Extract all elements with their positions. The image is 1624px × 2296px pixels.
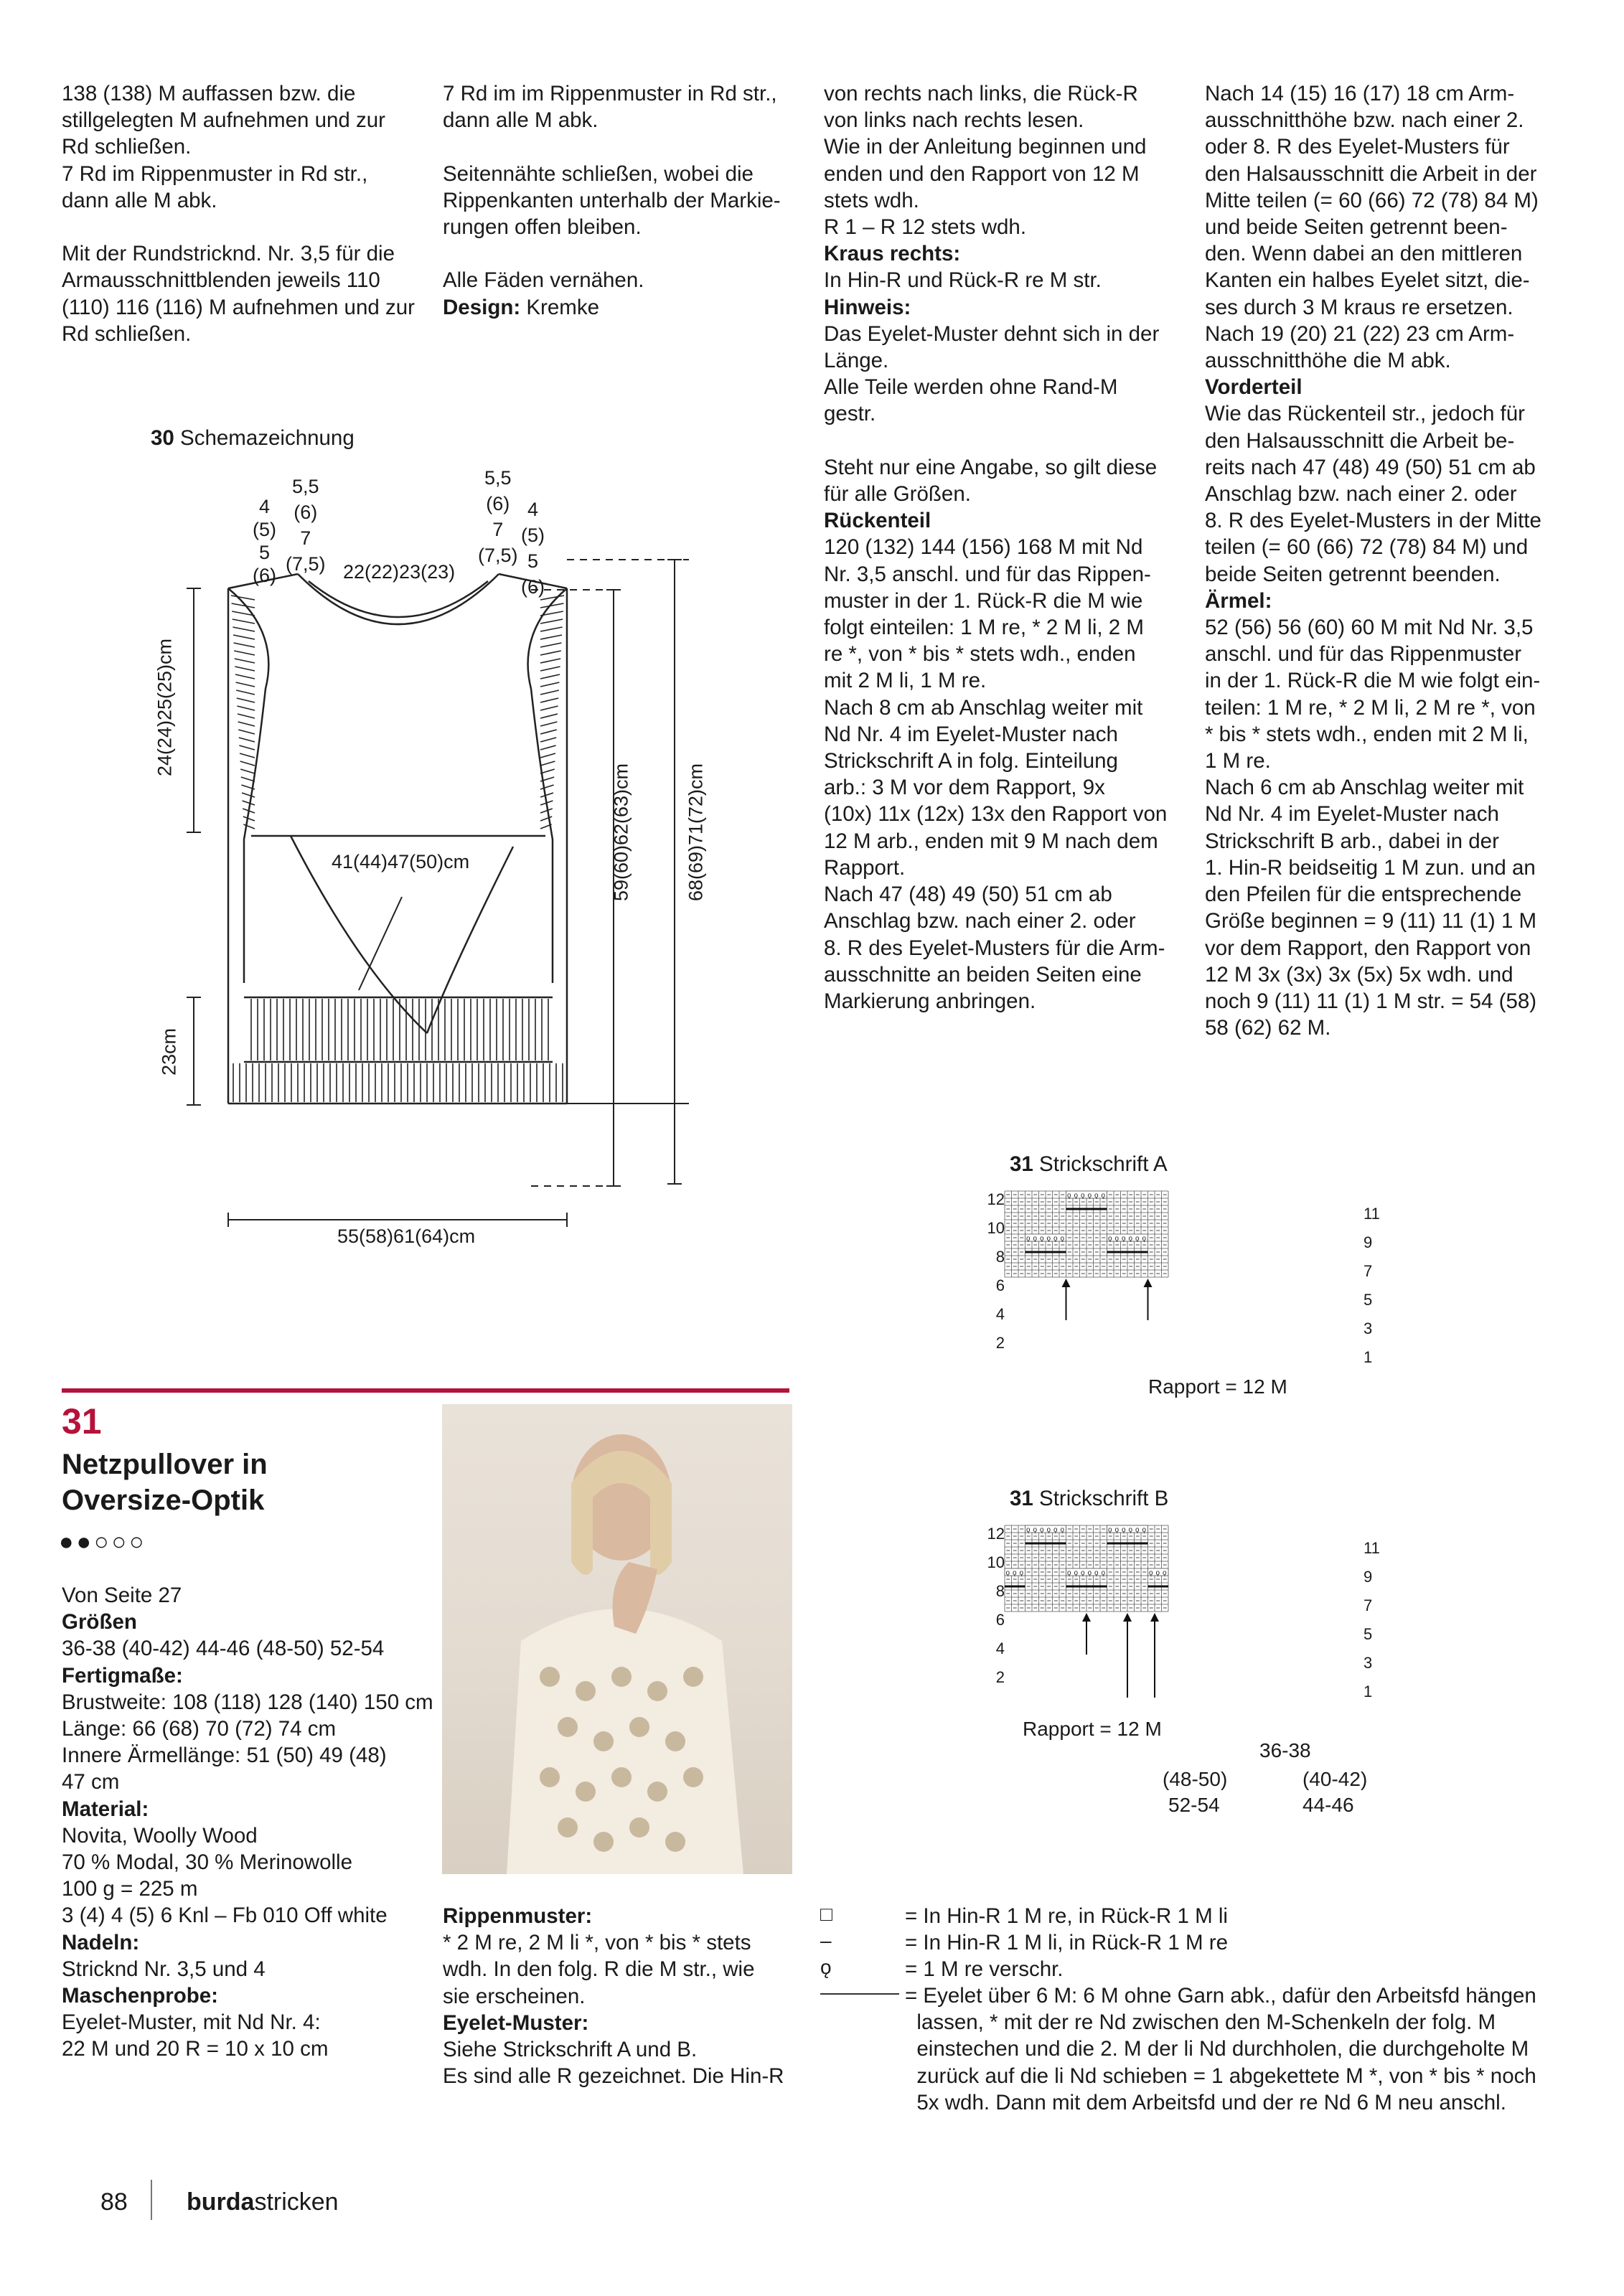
legend-twisted: = 1 M re verschr.	[905, 1957, 1064, 1981]
svg-text:ǫ: ǫ	[1094, 1569, 1099, 1577]
heading-hinweis: Hinweis:	[824, 295, 911, 319]
svg-text:ǫ: ǫ	[1108, 1526, 1112, 1534]
svg-text:ǫ: ǫ	[1033, 1235, 1038, 1243]
svg-text:ǫ: ǫ	[1074, 1192, 1079, 1200]
chart-a-right-rows: 11 9 7 5 3 1	[1363, 1205, 1380, 1366]
rueckenteil-text: 120 (132) 144 (156) 168 M mit Nd Nr. 3,5 anschl. und für das Rippen- muster in der 1. Rück-R die M wie folgt einteilen: 1 M re, * 2 M li, 2 M re *, von * bis * stets wdh., enden mit 2 M li, 1 M re. Nach 8 cm ab Anschlag weiter mit Nd Nr. 4 im Eyelet-Muster nach Strickschrift A in folg. Einteilung arb.: 3 M vor dem Rapport, 9x (10x) 11x (12x) 13x den Rapport von 12 M arb., enden mit 9 M nach dem Rapport. Nach 47 (48) 49 (50) 51 cm ab Anschlag bzw. nach einer 2. oder 8. R des Eyelet-Musters für die Arm- ausschnitte an beiden Seiten eine Markierung anbringen.	[824, 535, 1168, 1013]
heading-material: Material:	[62, 1797, 149, 1821]
svg-text:ǫ: ǫ	[1019, 1569, 1024, 1577]
svg-text:ǫ: ǫ	[1135, 1235, 1140, 1243]
column-3	[824, 80, 1204, 1015]
chart-b-caption: 31 Strickschrift B	[1010, 1487, 1169, 1510]
model-photo	[442, 1404, 792, 1874]
twisted-stitch-icon: ǫ	[820, 1956, 832, 1978]
aermel-text: 52 (56) 56 (60) 60 M mit Nd Nr. 3,5 anschl. und für das Rippenmuster in der 1. Rück-R die M wie folgt ein- teilen: 1 M re, * 2 M li, 2 M re *, von * bis * stets wdh., enden mit 2 M li, 1 M re. Nach 6 cm ab Anschlag weiter mit Nd Nr. 4 im Eyelet-Muster nach Strickschrift B arb., dabei in der 1. Hin-R beidseitig 1 M zun. und an den Pfeilen für die entsprechende Größe beginnen = 9 (11) 11 (1) 1 M vor dem Rapport, den Rapport von 12 M 3x (3x) 3x (5x) 5x wdh. und noch 9 (11) 11 (1) 1 M str. = 54 (58) 58 (62) 62 M.	[1205, 616, 1541, 1040]
chart-b-size-5254: 52-54	[1168, 1794, 1220, 1816]
heading-maschenprobe: Maschenprobe:	[62, 1984, 219, 2008]
fertigmasse-text: Brustweite: 108 (118) 128 (140) 150 cm Länge: 66 (68) 70 (72) 74 cm Innere Ärmellänge: 51 (50) 49 (48) 47 cm	[62, 1690, 433, 1794]
svg-text:ǫ: ǫ	[1087, 1569, 1092, 1577]
svg-text:ǫ: ǫ	[1053, 1235, 1058, 1243]
svg-text:ǫ: ǫ	[1033, 1526, 1038, 1534]
armhole-text: Nach 14 (15) 16 (17) 18 cm Arm- ausschnitthöhe bzw. nach einer 2. oder 8. R des Eyelet-Musters für den Halsausschnitt die Arbeit in der Mitte teilen (= 60 (66) 72 (78) 84 M) und beide Seiten getrennt been- den. Wenn dabei an den mittleren Kanten ein halbes Eyelet sitzt, die- ses durch 3 M kraus re ersetzen. Nach 19 (20) 21 (22) 23 cm Arm- ausschnitthöhe die M abk.	[1205, 82, 1539, 373]
length-label-1: 59(60)62(63)cm	[610, 763, 632, 902]
svg-text:ǫ: ǫ	[1149, 1569, 1153, 1577]
svg-text:ǫ: ǫ	[1155, 1569, 1160, 1577]
knit-symbol-icon: □	[820, 1903, 832, 1925]
rippenmuster-text: * 2 M re, 2 M li *, von * bis * stets wdh. In den folg. R die M str., wie sie erscheinen.	[443, 1931, 755, 2008]
svg-text:ǫ: ǫ	[1087, 1192, 1092, 1200]
footer-divider	[151, 2180, 152, 2220]
rib-height-label: 23cm	[158, 1027, 180, 1076]
hinweis-text: Das Eyelet-Muster dehnt sich in der Länge. Alle Teile werden ohne Rand-M gestr. Steht nur eine Angabe, so gilt diese für alle Größen.	[824, 321, 1160, 507]
hem-width-label: 55(58)61(64)cm	[337, 1225, 476, 1247]
maschenprobe-text: Eyelet-Muster, mit Nd Nr. 4: 22 M und 20 R = 10 x 10 cm	[62, 2010, 329, 2061]
right-shoulder-label: 4 (5) 5 (6)	[521, 499, 545, 598]
svg-text:ǫ: ǫ	[1114, 1235, 1120, 1243]
nadeln-text: Stricknd Nr. 3,5 und 4	[62, 1957, 266, 1981]
heading-rippenmuster: Rippenmuster:	[443, 1904, 593, 1928]
heading-rueckenteil: Rückenteil	[824, 509, 931, 533]
column-4	[1205, 80, 1592, 1041]
heading-nadeln: Nadeln:	[62, 1930, 140, 1954]
svg-text:ǫ: ǫ	[1026, 1526, 1031, 1534]
neck-width-label: 22(22)23(23)	[343, 561, 456, 583]
svg-text:ǫ: ǫ	[1046, 1526, 1051, 1534]
chart-b-size-3638: 36-38	[1259, 1739, 1311, 1761]
svg-text:ǫ: ǫ	[1114, 1526, 1120, 1534]
svg-text:ǫ: ǫ	[1128, 1235, 1133, 1243]
chart-reading-text: von rechts nach links, die Rück-R von links nach rechts lesen. Wie in der Anleitung beginnen und enden und den Rapport von 12 M stets wdh. R 1 – R 12 stets wdh.	[824, 82, 1147, 240]
svg-text:ǫ: ǫ	[1101, 1569, 1106, 1577]
chart-b-size-4446: 44-46	[1303, 1794, 1354, 1816]
material-text: Novita, Woolly Wood 70 % Modal, 30 % Merinowolle 100 g = 225 m 3 (4) 4 (5) 6 Knl – Fb 010 Off white	[62, 1823, 388, 1928]
pattern-details	[62, 1582, 435, 2063]
chart-legend	[820, 1903, 1595, 2118]
svg-text:ǫ: ǫ	[1163, 1569, 1167, 1577]
right-neck-label: 5,5 (6) 7 (7,5)	[478, 467, 518, 566]
left-shoulder-label: 4 (5) 5 (6)	[253, 496, 276, 586]
svg-text:ǫ: ǫ	[1040, 1235, 1044, 1243]
svg-text:ǫ: ǫ	[1074, 1569, 1079, 1577]
pattern-title: Netzpullover in Oversize-Optik	[62, 1449, 268, 1516]
schematic-caption: 30 Schemazeichnung	[151, 426, 355, 450]
svg-text:ǫ: ǫ	[1026, 1235, 1031, 1243]
brand-logo: burdastricken	[187, 2188, 339, 2216]
svg-text:ǫ: ǫ	[1060, 1235, 1065, 1243]
from-page: Von Seite 27	[62, 1584, 182, 1607]
svg-text:ǫ: ǫ	[1142, 1235, 1147, 1243]
svg-text:ǫ: ǫ	[1122, 1526, 1126, 1534]
svg-text:ǫ: ǫ	[1081, 1569, 1085, 1577]
legend-eyelet: = Eyelet über 6 M: 6 M ohne Garn abk., dafür den Arbeitsfd hängen lassen, * mit der re Nd zwischen den M-Schenkeln der folg. M einstechen und die 2. M der li Nd durchholen, die durchgeholte M zurück auf die li Nd schieben = 1 abgekettete M *, von * bis * noch 5x wdh. Dann mit dem Arbeitsfd und der re Nd 6 M neu anschl.	[905, 1984, 1536, 2114]
svg-text:ǫ: ǫ	[1108, 1235, 1112, 1243]
svg-text:ǫ: ǫ	[1101, 1192, 1106, 1200]
svg-text:ǫ: ǫ	[1122, 1235, 1126, 1243]
page-number: 88	[100, 2188, 128, 2216]
kraus-text: In Hin-R und Rück-R re M str.	[824, 268, 1102, 293]
chart-a-rapport: Rapport = 12 M	[1148, 1375, 1287, 1398]
svg-text:ǫ: ǫ	[1067, 1192, 1071, 1200]
length-label-2: 68(69)71(72)cm	[685, 763, 707, 902]
svg-text:ǫ: ǫ	[1053, 1526, 1058, 1534]
finishing-text-2: 7 Rd im im Rippenmuster in Rd str., dann alle M abk. Seitennähte schließen, wobei die Rippenkanten unterhalb der Markie- rungen offen bleiben. Alle Fäden vernähen.	[443, 82, 781, 293]
chart-b-size-4042: (40-42)	[1303, 1768, 1368, 1790]
svg-text:ǫ: ǫ	[1094, 1192, 1099, 1200]
heading-vorderteil: Vorderteil	[1205, 375, 1303, 400]
legend-purl: = In Hin-R 1 M li, in Rück-R 1 M re	[905, 1931, 1228, 1954]
eyelet-text: Siehe Strickschrift A und B. Es sind alle R gezeichnet. Die Hin-R	[443, 2038, 784, 2089]
svg-text:ǫ: ǫ	[1067, 1569, 1071, 1577]
heading-kraus: Kraus rechts:	[824, 242, 961, 266]
design-credit: Design: Kremke	[443, 295, 600, 319]
svg-text:ǫ: ǫ	[1005, 1569, 1010, 1577]
column-2-bottom	[443, 1903, 802, 2089]
armhole-height-label: 24(24)25(25)cm	[154, 638, 176, 777]
svg-text:ǫ: ǫ	[1040, 1526, 1044, 1534]
purl-symbol-icon: –	[820, 1929, 832, 1952]
svg-text:ǫ: ǫ	[1128, 1526, 1133, 1534]
svg-text:ǫ: ǫ	[1142, 1526, 1147, 1534]
chart-a-left-rows: 12 10 8 6 4 2	[987, 1190, 1005, 1352]
vorderteil-text: Wie das Rückenteil str., jedoch für den Halsausschnitt die Arbeit be- reits nach 47 (48) 49 (50) 51 cm ab Anschlag bzw. nach einer 2. oder 8. R des Eyelet-Musters in der Mitte teilen (= 60 (66) 72 (78) 84 M) und beide Seiten getrennt beenden.	[1205, 402, 1541, 586]
chart-b-size-4850: (48-50)	[1163, 1768, 1228, 1790]
heading-groessen: Größen	[62, 1610, 137, 1634]
heading-fertigmasse: Fertigmaße:	[62, 1663, 183, 1688]
column-2-top	[443, 80, 816, 321]
svg-text:ǫ: ǫ	[1046, 1235, 1051, 1243]
bust-width-label: 41(44)47(50)cm	[332, 851, 470, 872]
heading-eyelet: Eyelet-Muster:	[443, 2010, 589, 2035]
pattern-number: 31	[62, 1401, 102, 1441]
chart-a-caption: 31 Strickschrift A	[1010, 1152, 1168, 1176]
legend-knit: = In Hin-R 1 M re, in Rück-R 1 M li	[905, 1904, 1228, 1928]
model-illustration-icon	[442, 1404, 792, 1874]
column-1-top	[62, 80, 435, 347]
chart-b-left-rows: 12 10 8 6 4 2	[987, 1525, 1005, 1686]
groessen-text: 36-38 (40-42) 44-46 (48-50) 52-54	[62, 1637, 385, 1661]
eyelet-symbol-icon	[820, 1993, 899, 1995]
svg-text:ǫ: ǫ	[1081, 1192, 1085, 1200]
svg-text:ǫ: ǫ	[1060, 1526, 1065, 1534]
svg-text:ǫ: ǫ	[1013, 1569, 1017, 1577]
difficulty-rating: ●●○○○	[59, 1528, 147, 1556]
chart-b-rapport: Rapport = 12 M	[1023, 1718, 1162, 1740]
section-rule	[62, 1388, 789, 1393]
knitting-chart-b	[969, 1518, 1414, 1791]
heading-aermel: Ärmel:	[1205, 588, 1272, 613]
left-neck-label: 5,5 (6) 7 (7,5)	[286, 476, 326, 575]
svg-text:ǫ: ǫ	[1135, 1526, 1140, 1534]
finishing-text: 138 (138) M auffassen bzw. die stillgelegten M aufnehmen und zur Rd schließen. 7 Rd im Rippenmuster in Rd str., dann alle M abk. Mit der Rundstricknd. Nr. 3,5 für die Armausschnittblenden jeweils 110 (110) 116 (116) M aufnehmen und zur Rd schließen.	[62, 82, 415, 346]
chart-b-right-rows: 11 9 7 5 3 1	[1363, 1539, 1380, 1700]
